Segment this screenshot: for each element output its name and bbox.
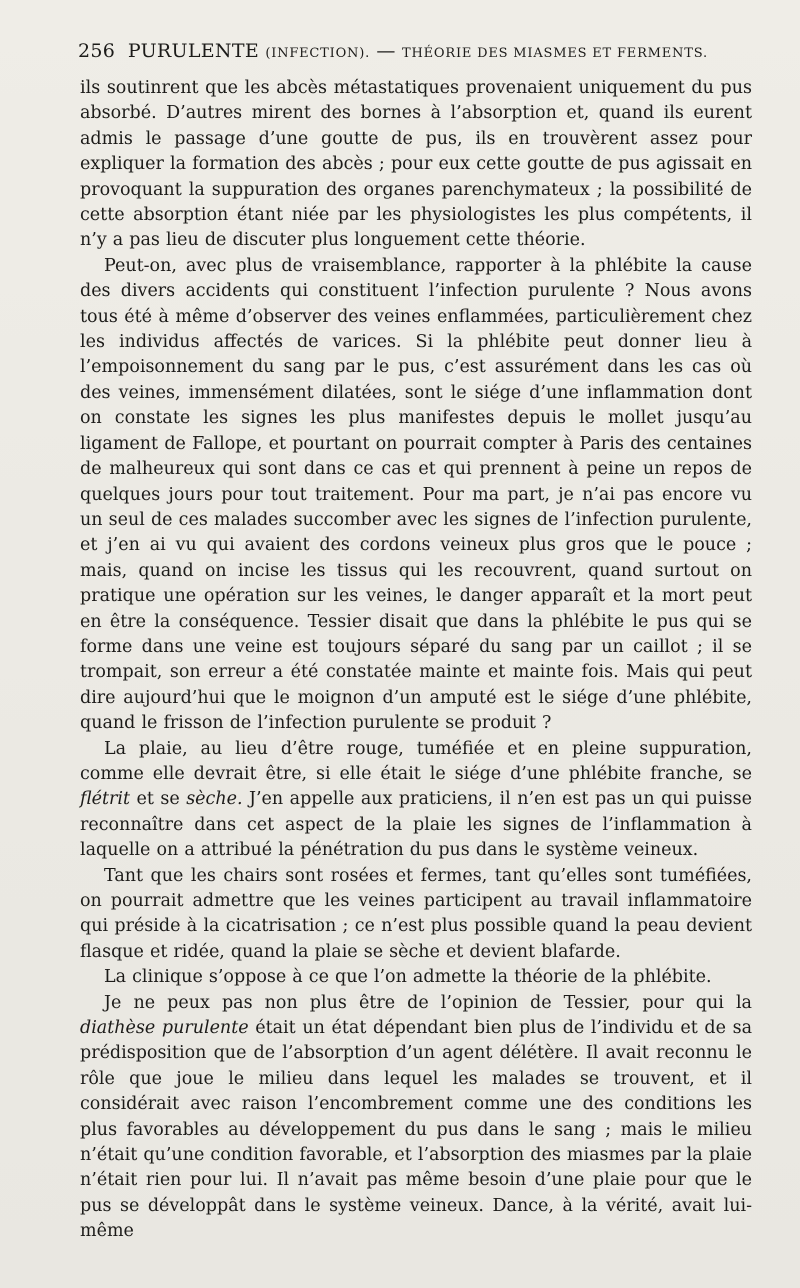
italic-text: sèche. bbox=[186, 789, 243, 810]
header-dash: — bbox=[376, 40, 396, 62]
paragraph-text: Je ne peux pas non plus être de l’opinion de Tessier, pour qui la bbox=[104, 992, 752, 1013]
paragraph: Tant que les chairs sont rosées et fermes, tant qu’elles sont tuméfiées, on pourrait admettre que les veines participent au travail inflammatoire qui préside à la cicatrisation ; ce n’est plus possible quand la peau devient flasque et ridée, quand la plaie se sèche et devient blafarde. bbox=[80, 865, 752, 962]
paragraph-text: J’en appelle aux praticiens, il n’en est pas un qui puisse reconnaître dans cet aspect de la plaie les signes de l’inflammation à laquelle on a attribué la pénétration du pus dans le système veineux. bbox=[80, 789, 752, 861]
body-text bbox=[80, 76, 752, 1245]
paragraph-text: et se bbox=[130, 789, 187, 810]
header-section-title: THÉORIE DES MIASMES ET FERMENTS. bbox=[402, 46, 708, 61]
page-number: 256 bbox=[78, 40, 116, 62]
header-title: PURULENTE bbox=[127, 40, 259, 62]
paragraph: ils soutinrent que les abcès métastatiques provenaient uniquement du pus absorbé. D’autres mirent des bornes à l’absorption et, quand ils eurent admis le passage d’une goutte de pus, ils en trouvèrent assez pour expliquer la formation des abcès ; pour eux cette goutte de pus agissait en provoquant la suppuration des organes parenchymateux ; la possibilité de cette absorption étant niée par les physiologistes les plus compétents, il n’y a pas lieu de discuter plus longuement cette théorie. bbox=[80, 78, 752, 251]
paragraph-text: La plaie, au lieu d’être rouge, tuméfiée et en pleine suppuration, comme elle devrait être, si elle était le siége d’une phlébite franche, se bbox=[80, 738, 752, 784]
paragraph: Peut-on, avec plus de vraisemblance, rapporter à la phlébite la cause des divers accidents qui constituent l’infection purulente ? Nous avons tous été à même d’observer des veines enflammées, particulièrement chez les individus affectés de varices. Si la phlébite peut donner lieu à l’empoisonnement du sang par le pus, c’est assurément dans les cas où des veines, immensément dilatées, sont le siége d’une inflammation dont on constate les signes les plus manifestes depuis le mollet jusqu’au ligament de Fallope, et pourtant on pourrait compter à Paris des centaines de malheureux qui sont dans ce cas et qui prennent à peine un repos de quelques jours pour tout traitement. Pour ma part, je n’ai pas encore vu un seul de ces malades succomber avec les signes de l’infection purulente, et j’en ai vu qui avaient des cordons veineux plus gros que le pouce ; mais, quand on incise les tissus qui les recouvrent, quand surtout on pratique une opération sur les veines, le danger apparaît et la mort peut en être la conséquence. Tessier disait que dans la phlébite le pus qui se forme dans une veine est toujours séparé du sang par un caillot ; il se trompait, son erreur a été constatée mainte et mainte fois. Mais qui peut dire aujourd’hui que le moignon d’un amputé est le siége d’une phlébite, quand le frisson de l’infection purulente se produit ? bbox=[80, 255, 752, 734]
running-header bbox=[78, 40, 758, 66]
paragraph bbox=[80, 991, 752, 1245]
paragraph: La clinique s’oppose à ce que l’on admette la théorie de la phlébite. bbox=[104, 967, 712, 988]
header-title-paren: (INFECTION). bbox=[265, 46, 371, 61]
italic-text: flétrit bbox=[80, 789, 131, 810]
italic-text: diathèse purulente bbox=[80, 1018, 249, 1039]
paragraph-text: était un état dépendant bien plus de l’individu et de sa prédisposition que de l’absorption d’un agent délétère. Il avait reconnu le rôle que joue le milieu dans lequel les malades se trouvent, et il considérait avec raison l’encombrement comme une des conditions les plus favorables au développement du pus dans le sang ; mais le milieu n’était qu’une condition favorable, et l’absorption des miasmes par la plaie n’était rien pour lui. Il n’avait pas même besoin d’une plaie pour que le pus se développât dans le système veineux. Dance, à la vérité, avait lui-même bbox=[80, 1018, 752, 1242]
paragraph bbox=[80, 737, 752, 864]
